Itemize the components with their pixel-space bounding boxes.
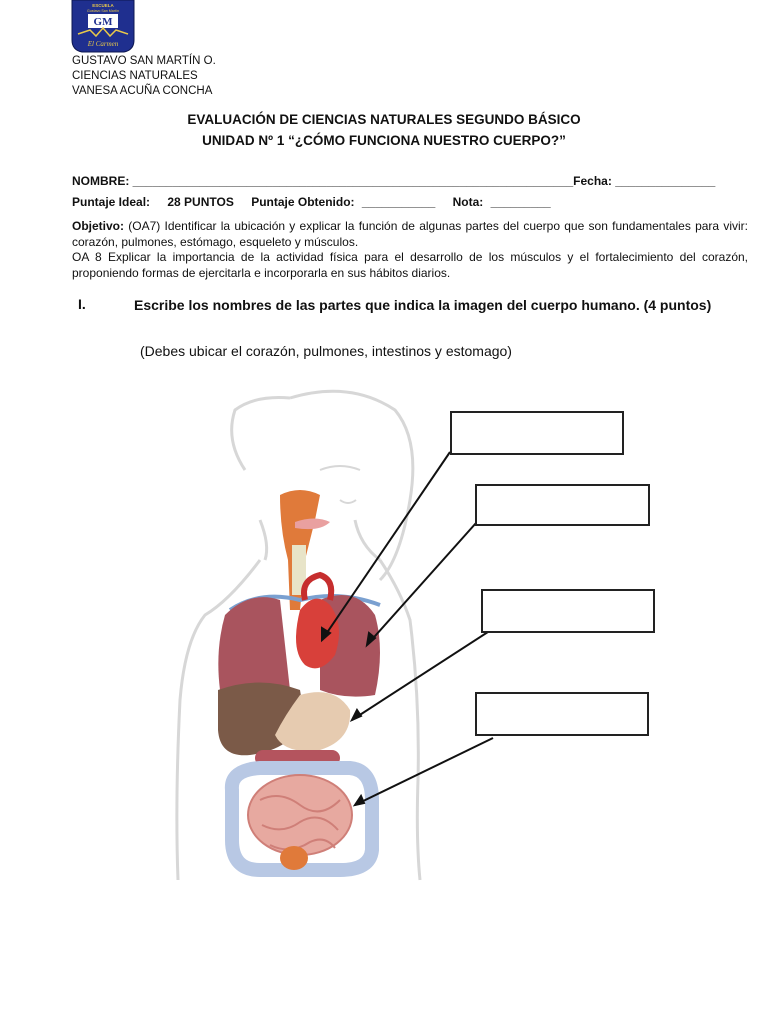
body-outline (177, 391, 420, 880)
name-date-line (72, 174, 715, 188)
answer-box-1[interactable] (450, 411, 624, 455)
objective-text-2: OA 8 Explicar la importancia de la actividad física para el desarrollo de los músculos y el fortalecimiento del corazón, proponiendo formas de ejercitarla e incorporarla en sus hábitos diarios. (72, 250, 748, 280)
logo-sub-text: Gustavo San Martín (87, 9, 119, 13)
logo-monogram: GM (93, 16, 113, 28)
answer-box-4[interactable] (475, 692, 649, 736)
section-number: I. (78, 296, 86, 312)
nombre-label: NOMBRE: (72, 174, 130, 188)
nota-field[interactable]: _________ (490, 195, 551, 209)
nota-label: Nota: (452, 195, 484, 209)
nombre-field[interactable]: __________________________________________________________________ (132, 174, 574, 188)
stomach (275, 692, 350, 751)
score-line (72, 195, 565, 209)
page-title: EVALUACIÓN DE CIENCIAS NATURALES SEGUNDO BÁSICO (187, 112, 581, 127)
fecha-label: Fecha: (573, 174, 612, 188)
objective-label: Objetivo: (72, 219, 125, 233)
logo-script: El Carmen (87, 40, 119, 48)
answer-box-3[interactable] (481, 589, 655, 633)
pancreas (255, 750, 340, 766)
objective-block (72, 219, 748, 281)
section-hint: (Debes ubicar el corazón, pulmones, intestinos y estomago) (140, 343, 512, 359)
tongue (295, 519, 330, 530)
aorta (304, 575, 331, 600)
liver (218, 683, 305, 756)
ideal-value: 28 PUNTOS (167, 195, 234, 209)
esophagus (280, 490, 320, 610)
left-lung (218, 597, 290, 695)
large-intestine (232, 768, 372, 870)
bladder (280, 846, 308, 870)
school-logo (70, 0, 136, 53)
fecha-field[interactable]: _______________ (615, 174, 716, 188)
page-subtitle: UNIDAD Nº 1 “¿CÓMO FUNCIONA NUESTRO CUERPO?” (202, 133, 566, 148)
answer-box-2[interactable] (475, 484, 650, 526)
teacher-name-1: GUSTAVO SAN MARTÍN O. (72, 55, 216, 67)
ideal-label: Puntaje Ideal: (72, 195, 151, 209)
teacher-name-2: VANESA ACUÑA CONCHA (72, 85, 213, 97)
objective-text-1: (OA7) Identificar la ubicación y explicar la función de algunas partes del cuerpo que son fundamentales para vivir: corazón, pulmones, estómago, esqueleto y músculos. (72, 219, 748, 249)
header-block (72, 54, 216, 99)
heart (296, 599, 339, 669)
face-outline (320, 466, 360, 503)
obtenido-label: Puntaje Obtenido: (251, 195, 355, 209)
subject-name: CIENCIAS NATURALES (72, 70, 198, 82)
right-lung (320, 595, 380, 697)
trachea (292, 545, 306, 595)
section-instruction: Escribe los nombres de las partes que indica la imagen del cuerpo humano. (4 puntos) (134, 297, 712, 313)
pointer-arrows (322, 452, 493, 805)
vessels (230, 596, 380, 610)
small-intestine (248, 775, 352, 855)
logo-top-text: ESCUELA (92, 3, 114, 8)
obtenido-field[interactable]: ___________ (361, 195, 436, 209)
